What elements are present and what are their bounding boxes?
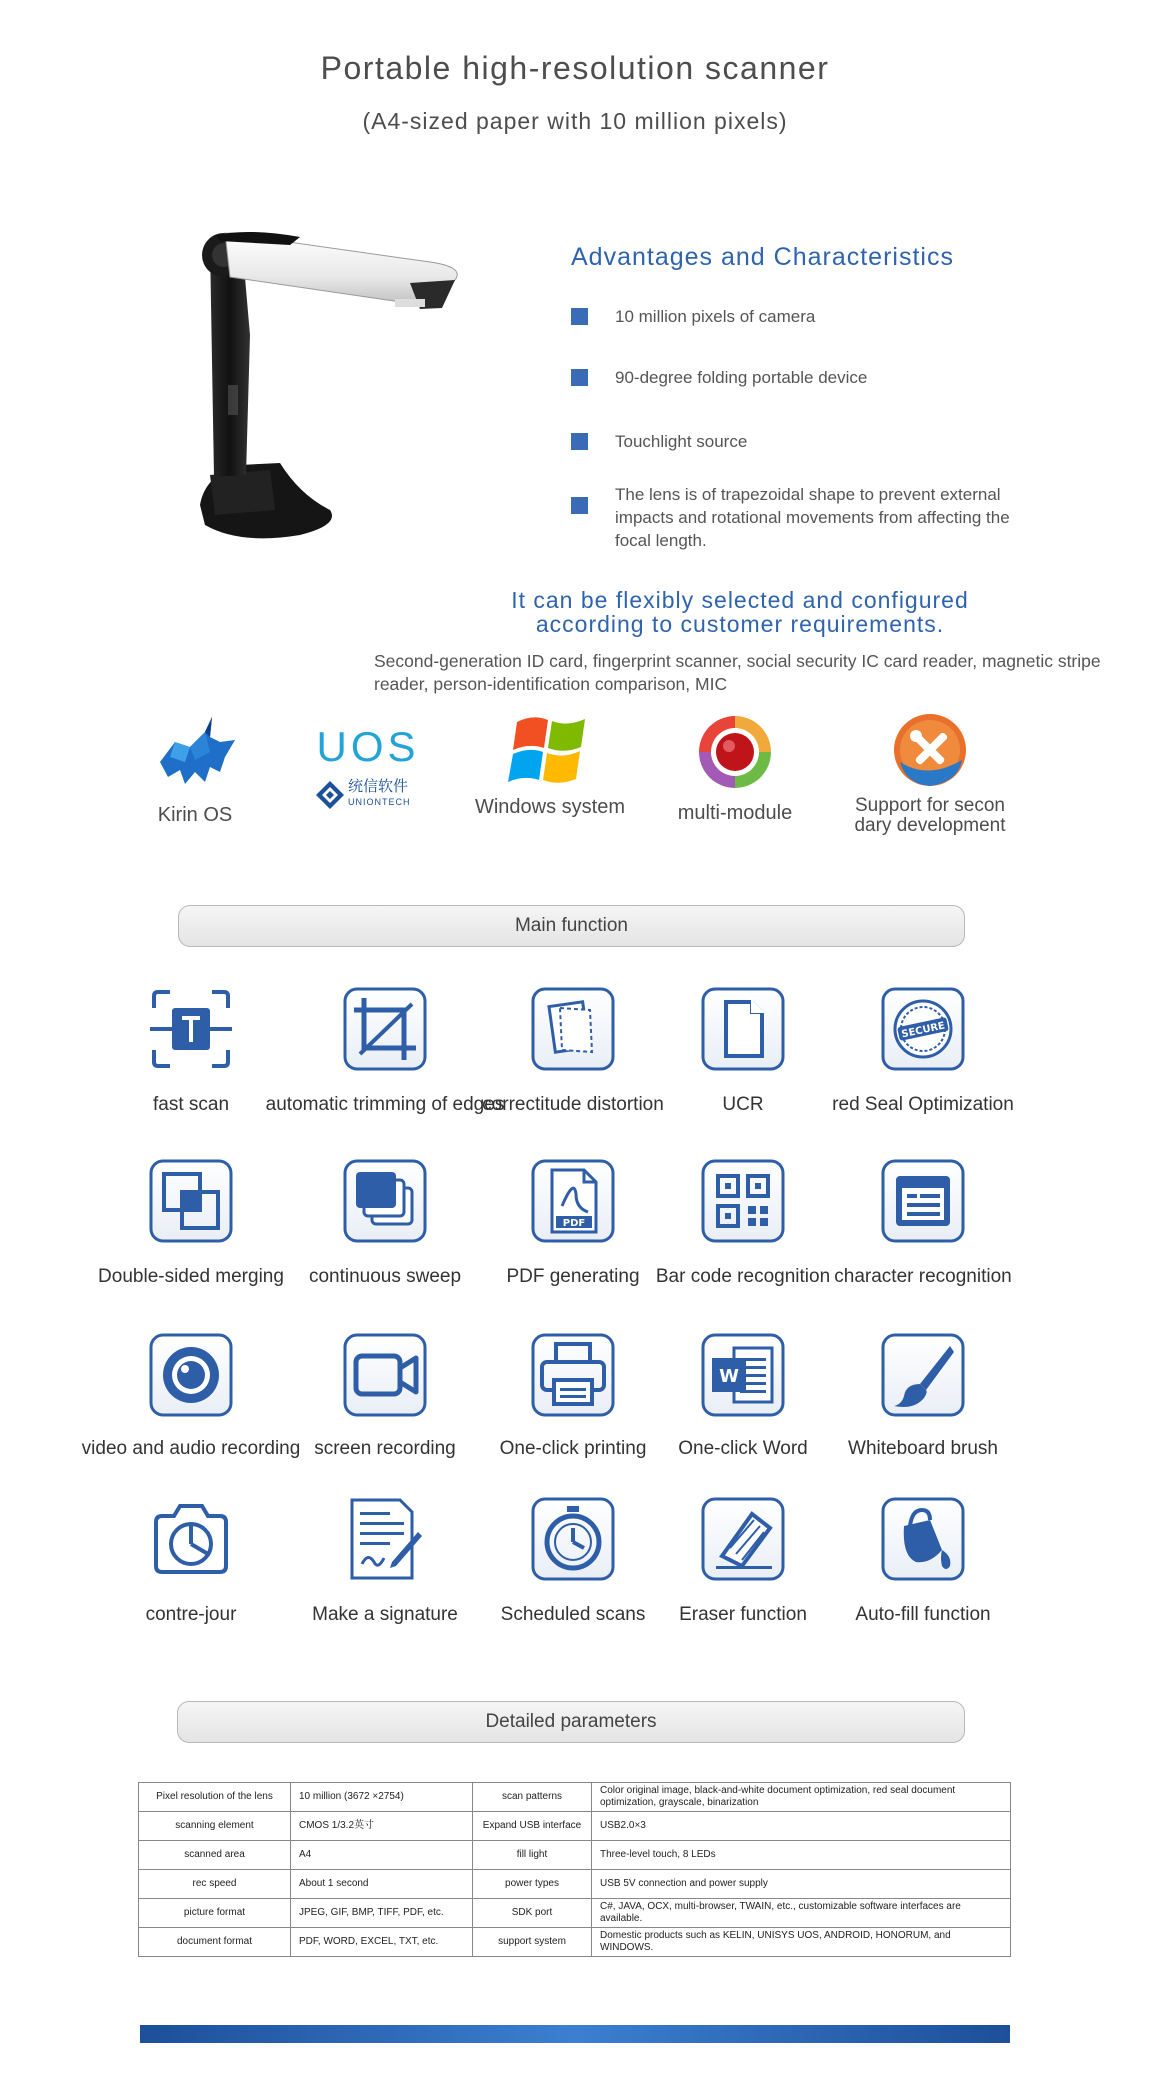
param-key: fill light: [473, 1841, 592, 1870]
distortion-icon: [530, 986, 616, 1072]
tools-icon: [888, 710, 972, 790]
function-label: Whiteboard brush: [848, 1438, 998, 1459]
camera-lens-icon: [148, 1332, 234, 1418]
function-label: red Seal Optimization: [832, 1094, 1014, 1115]
brush-icon: [880, 1332, 966, 1418]
param-value: USB 5V connection and power supply: [592, 1870, 1011, 1899]
function-label: Scheduled scans: [500, 1604, 646, 1625]
secondary-dev-line1: Support for secon: [855, 795, 1005, 816]
merge-icon: [148, 1158, 234, 1244]
word-icon: [700, 1332, 786, 1418]
configurable-heading: [440, 588, 1040, 636]
uniontech-logo: [308, 779, 428, 813]
multi-module-icon: [693, 710, 777, 794]
param-key: Expand USB interface: [473, 1812, 592, 1841]
param-key: rec speed: [139, 1870, 291, 1899]
param-key: picture format: [139, 1899, 291, 1928]
bullet-square-icon: [571, 308, 588, 325]
crop-icon: [342, 986, 428, 1072]
param-key: document format: [139, 1928, 291, 1957]
page-subtitle: (A4-sized paper with 10 million pixels): [362, 108, 788, 134]
param-key: SDK port: [473, 1899, 592, 1928]
uos-item: [308, 725, 428, 813]
param-key: scan patterns: [473, 1783, 592, 1812]
multi-module-item: [660, 710, 810, 825]
function-label: video and audio recording: [81, 1438, 301, 1459]
windows-logo-icon: [505, 710, 595, 790]
function-label: Auto-fill function: [855, 1604, 991, 1625]
qr-code-icon: [700, 1158, 786, 1244]
function-label: character recognition: [834, 1266, 1012, 1287]
function-label: Make a signature: [312, 1604, 458, 1625]
feature-text: 90-degree folding portable device: [615, 368, 868, 387]
page-title: Portable high-resolution scanner: [320, 50, 830, 86]
camera-icon: [148, 1496, 234, 1582]
param-value: Domestic products such as KELIN, UNISYS UOS, ANDROID, HONORUM, and WINDOWS.: [592, 1928, 1011, 1957]
document-icon: [700, 986, 786, 1072]
function-label: Bar code recognition: [655, 1266, 831, 1287]
uniontech-en: UNIONTECH: [348, 797, 411, 807]
param-value: JPEG, GIF, BMP, TIFF, PDF, etc.: [291, 1899, 473, 1928]
scanner-product-image: [180, 225, 480, 565]
configurable-heading-line1: It can be flexibly selected and configured: [511, 587, 969, 613]
param-value: C#, JAVA, OCX, multi-browser, TWAIN, etc., customizable software interfaces are available.: [592, 1899, 1011, 1928]
param-key: scanned area: [139, 1841, 291, 1870]
configurable-heading-line2: according to customer requirements.: [535, 611, 945, 637]
param-value: 10 million (3672 ×2754): [291, 1783, 473, 1812]
feature-text: Touchlight source: [615, 432, 748, 451]
svg-text:PDF: PDF: [562, 1218, 586, 1229]
table-row: [139, 1783, 1011, 1812]
kirin-logo-icon: [150, 712, 240, 796]
function-label: contre-jour: [145, 1604, 237, 1625]
uos-logo-text: UOS: [316, 723, 420, 770]
pdf-icon: [530, 1158, 616, 1244]
stopwatch-icon: [530, 1496, 616, 1582]
configurable-description: Second-generation ID card, fingerprint scanner, social security IC card reader, magnetic stripe reader, person-identification comparison, MIC: [374, 651, 1101, 694]
signature-icon: [342, 1496, 428, 1582]
uniontech-icon: [316, 781, 344, 809]
table-row: [139, 1841, 1011, 1870]
param-value: About 1 second: [291, 1870, 473, 1899]
seal-icon: [880, 986, 966, 1072]
function-label: correctitude distortion: [482, 1094, 664, 1115]
function-label: PDF generating: [506, 1266, 640, 1287]
printer-icon: [530, 1332, 616, 1418]
function-label: Double-sided merging: [98, 1266, 284, 1287]
parameters-table: [138, 1782, 1011, 1957]
bullet-square-icon: [571, 369, 588, 386]
feature-text: 10 million pixels of camera: [615, 307, 816, 326]
svg-text:SECURE: SECURE: [900, 1020, 946, 1041]
param-key: power types: [473, 1870, 592, 1899]
table-row: [139, 1812, 1011, 1841]
feature-text: The lens is of trapezoidal shape to prevent external impacts and rotational movements from affecting the focal length.: [615, 485, 1010, 550]
bullet-square-icon: [571, 433, 588, 450]
bottom-accent-bar: [140, 2025, 1010, 2043]
svg-text:W: W: [719, 1366, 739, 1387]
uniontech-cn: 统信软件: [348, 778, 409, 795]
param-value: A4: [291, 1841, 473, 1870]
param-key: Pixel resolution of the lens: [139, 1783, 291, 1812]
param-value: Color original image, black-and-white document optimization, red seal document optimization, grayscale, binarization: [592, 1783, 1011, 1812]
function-label: fast scan: [152, 1094, 230, 1115]
table-row: [139, 1870, 1011, 1899]
function-label: Eraser function: [679, 1604, 807, 1625]
main-function-heading: Main function: [178, 905, 965, 947]
advantages-heading: Advantages and Characteristics: [571, 243, 954, 271]
param-value: USB2.0×3: [592, 1812, 1011, 1841]
windows-item: [470, 710, 630, 819]
kirin-os-item: [140, 712, 250, 827]
stack-icon: [342, 1158, 428, 1244]
eraser-icon: [700, 1496, 786, 1582]
video-camera-icon: [342, 1332, 428, 1418]
secondary-dev-item: [840, 710, 1020, 836]
paint-bucket-icon: [880, 1496, 966, 1582]
fast-scan-icon: [148, 986, 234, 1072]
function-label: One-click printing: [499, 1438, 647, 1459]
windows-label: Windows system: [474, 796, 626, 818]
table-row: [139, 1899, 1011, 1928]
param-value: PDF, WORD, EXCEL, TXT, etc.: [291, 1928, 473, 1957]
parameters-heading: Detailed parameters: [177, 1701, 965, 1743]
table-row: [139, 1928, 1011, 1957]
param-value: Three-level touch, 8 LEDs: [592, 1841, 1011, 1870]
text-window-icon: [880, 1158, 966, 1244]
param-value: CMOS 1/3.2英寸: [291, 1812, 473, 1841]
secondary-dev-line2: dary development: [854, 815, 1006, 836]
param-key: support system: [473, 1928, 592, 1957]
function-label: continuous sweep: [308, 1266, 462, 1287]
param-key: scanning element: [139, 1812, 291, 1841]
secondary-dev-label: [840, 796, 1020, 836]
function-label: automatic trimming of edges: [265, 1094, 505, 1115]
kirin-label: Kirin OS: [157, 804, 233, 826]
function-label: UCR: [722, 1094, 764, 1115]
multi-module-label: multi-module: [677, 802, 793, 824]
bullet-square-icon: [571, 497, 588, 514]
function-label: One-click Word: [678, 1438, 808, 1459]
function-label: screen recording: [314, 1438, 456, 1459]
